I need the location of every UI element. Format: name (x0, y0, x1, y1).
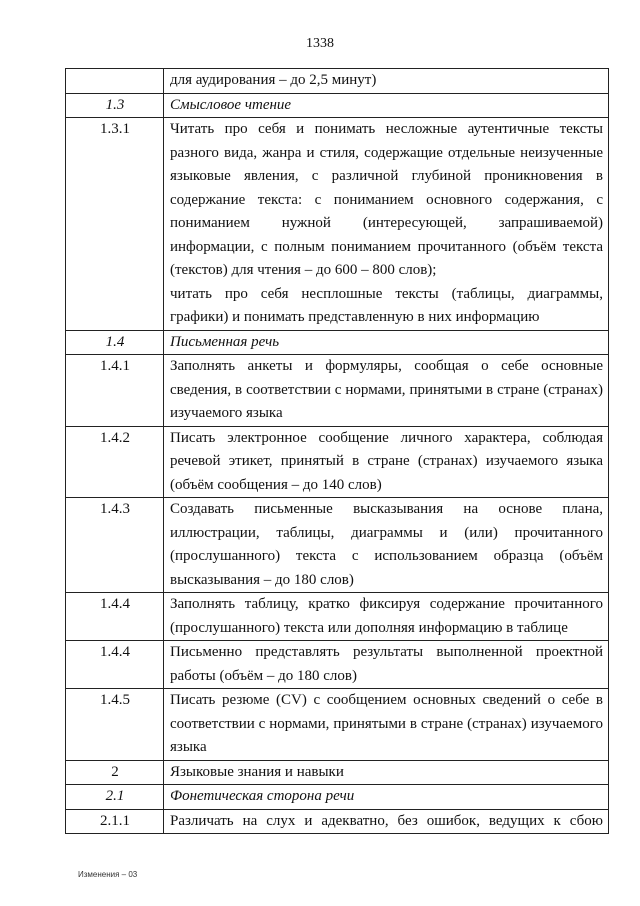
row-number: 1.3 (66, 93, 164, 118)
table-row (66, 118, 609, 331)
page-number: 1338 (306, 36, 334, 51)
table-row (66, 809, 609, 834)
row-text: Письменная речь (164, 330, 609, 355)
row-number: 1.4.4 (66, 593, 164, 641)
row-number: 2 (66, 760, 164, 785)
row-text: Читать про себя и понимать несложные аутентичные тексты разного вида, жанра и стиля, содержащие отдельные неизученные языковые явления, с различной глубиной проникновения в содержание текста: с пониманием основного содержания, с пониманием нужной (интересующей, запрашиваемой) информации, с полным пониманием прочитанного (объём текста (текстов) для чтения – до 600 – 800 слов); читать про себя несплошные тексты (таблицы, диаграммы, графики) и понимать представленную в них информацию (164, 118, 609, 331)
row-number: 1.4.2 (66, 426, 164, 498)
table-row (66, 330, 609, 355)
row-text: Письменно представлять результаты выполненной проектной работы (объём – до 180 слов) (164, 641, 609, 689)
row-text: Фонетическая сторона речи (164, 785, 609, 810)
row-number: 2.1.1 (66, 809, 164, 834)
table-row (66, 689, 609, 761)
table-row (66, 641, 609, 689)
row-text: Писать электронное сообщение личного характера, соблюдая речевой этикет, принятый в стране (странах) изучаемого языка (объём сообщения – до 140 слов) (164, 426, 609, 498)
row-text: для аудирования – до 2,5 минут) (164, 69, 609, 94)
row-text: Смысловое чтение (164, 93, 609, 118)
footer-note: Изменения – 03 (78, 870, 138, 879)
row-number: 1.4 (66, 330, 164, 355)
row-number: 2.1 (66, 785, 164, 810)
row-number: 1.4.1 (66, 355, 164, 427)
table-row (66, 498, 609, 593)
table-row (66, 93, 609, 118)
table-body (66, 69, 609, 834)
row-text: Создавать письменные высказывания на основе плана, иллюстрации, таблицы, диаграммы и (или) прочитанного (прослушанного) текста с использованием образца (объём высказывания – до 180 слов) (164, 498, 609, 593)
table-row (66, 426, 609, 498)
row-number (66, 69, 164, 94)
table-row (66, 593, 609, 641)
table-row (66, 355, 609, 427)
table-row (66, 785, 609, 810)
row-number: 1.4.4 (66, 641, 164, 689)
row-text: Различать на слух и адекватно, без ошибок, ведущих к сбою (164, 809, 609, 834)
row-text: Писать резюме (CV) с сообщением основных сведений о себе в соответствии с нормами, принятыми в стране (странах) изучаемого языка (164, 689, 609, 761)
row-number: 1.3.1 (66, 118, 164, 331)
row-number: 1.4.5 (66, 689, 164, 761)
table-row (66, 760, 609, 785)
row-number: 1.4.3 (66, 498, 164, 593)
row-text: Заполнять анкеты и формуляры, сообщая о себе основные сведения, в соответствии с нормами, принятыми в стране (странах) изучаемого языка (164, 355, 609, 427)
row-text: Заполнять таблицу, кратко фиксируя содержание прочитанного (прослушанного) текста или дополняя информацию в таблице (164, 593, 609, 641)
table-row (66, 69, 609, 94)
row-text: Языковые знания и навыки (164, 760, 609, 785)
content-table (65, 68, 609, 834)
